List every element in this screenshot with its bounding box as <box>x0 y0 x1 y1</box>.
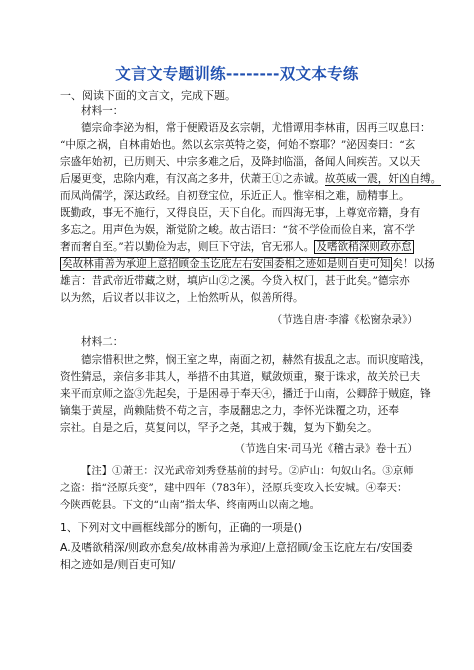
material-2-line: 宗社。自是之后，莫复问以，罕予之尧，其戒于魏，复为下勤矣之。 <box>60 422 378 434</box>
boxed-sentence-start: 及嗜欲稍深则政亦怠 <box>316 241 412 253</box>
material-1-line: 而凤尚儒学，深达政经。自初登宝位，乐近正人。惟宰相之难，励精事上。 <box>60 190 410 202</box>
material-1-line: 以为然，后议者以非议之，上怡然听从，似善所得。 <box>60 292 304 304</box>
material-1-line: 既勤政，事无不施行，又得良臣，天下自化。而四海无事，上尊宽帝籍，身有 <box>60 207 421 219</box>
material-1-label: 材料一： <box>81 105 124 117</box>
material-1-line: 多忘之。用声色为娱，渐觉阶之峻。故古语曰：“贫不学俭而俭自来，富不学 <box>60 224 416 236</box>
material-1-line: “中原之祸，自林甫始也。然以玄宗英特之姿，何始不察耶？”泌因奏曰：“玄 <box>60 139 416 151</box>
boxed-sentence: 矣故林甫善为承迎上意招顾金玉讫庇左右安国委相之迹如是则百吏可知 <box>62 258 391 270</box>
option-a-line: 相之迹如是/则百吏可知/ <box>60 558 176 571</box>
material-1-line <box>60 257 435 272</box>
material-1-text: 后屡更变，忠除内难，有汉高之多井，伏萧王①之赤诚。 <box>60 173 325 185</box>
material-2-line: 镝集于黄屋，尚赖陆贽不苟之言，李晟翻忠之力，李怀光诛覆之功，还奉 <box>60 405 399 417</box>
material-1-line <box>60 172 442 187</box>
notes-line: 今陕西乾县。下文的“山南”指太华、终南两山以南之地。 <box>60 499 320 511</box>
material-2-source: （节选自宋·司马光《稽古录》卷十五） <box>234 443 418 455</box>
material-2-line: 资性猜忌，亲信多非其人，举措不由其道，赋敛烦重，聚于诛求，故关於已夫 <box>60 371 421 383</box>
material-2-label: 材料二： <box>81 336 124 348</box>
material-1-text: 矣！以扬 <box>392 258 435 270</box>
section-heading: 一、阅读下面的文言文，完成下题。 <box>60 89 236 102</box>
material-1-text: 奢而奢自至。”若以勤俭为志，则巨下守法，官无邪人。 <box>60 241 315 253</box>
option-a-line: A.及嗜欲稍深/则政亦怠矣/故林甫善为承迎/上意招顾/金玉讫庇左右/安国委 <box>60 541 413 554</box>
notes-line: 【注】①萧王：汉光武帝刘秀登基前的封号。②庐山：句奴山名。③京师 <box>81 465 414 477</box>
material-1-line <box>60 240 418 255</box>
material-1-line: 雄言：昔武帝近带藏之财，填庐山②之溪。今贷入权门，甚于此矣。”德宗亦 <box>60 275 410 287</box>
page-title: 文言文专题训练--------双文本专练 <box>115 65 359 83</box>
underlined-sentence: 故英威一震，奸凶自缚。 <box>324 173 442 185</box>
material-1-source: （节选自唐·李濬《松窗杂录》） <box>271 314 418 326</box>
material-1-line: 宗盛年始初，已历则天、中宗多难之后，及降封临淄，备闻人间疾苦。又以天 <box>60 156 421 168</box>
material-1-line: 德宗命李泌为相，常于便殿语及玄宗朝，尤惜谭用李林甫，因再三叹息曰： <box>81 122 431 134</box>
material-2-line: 德宗惜积世之弊，悯王室之卑，南面之初，赫然有拔乱之志。而识度暗浅， <box>81 354 431 366</box>
question-stem: 1、下列对文中画框线部分的断句，正确的一项是() <box>60 521 303 534</box>
material-2-line: 来平而京师之盗③先起矣，于是困尋于奉天④，播迁于山南，公卿辞于贼庭，锋 <box>60 388 431 400</box>
notes-line: 之盗：指“泾原兵变”，建中四年（783年），泾原兵变攻入长安城。④奉天： <box>60 482 408 494</box>
